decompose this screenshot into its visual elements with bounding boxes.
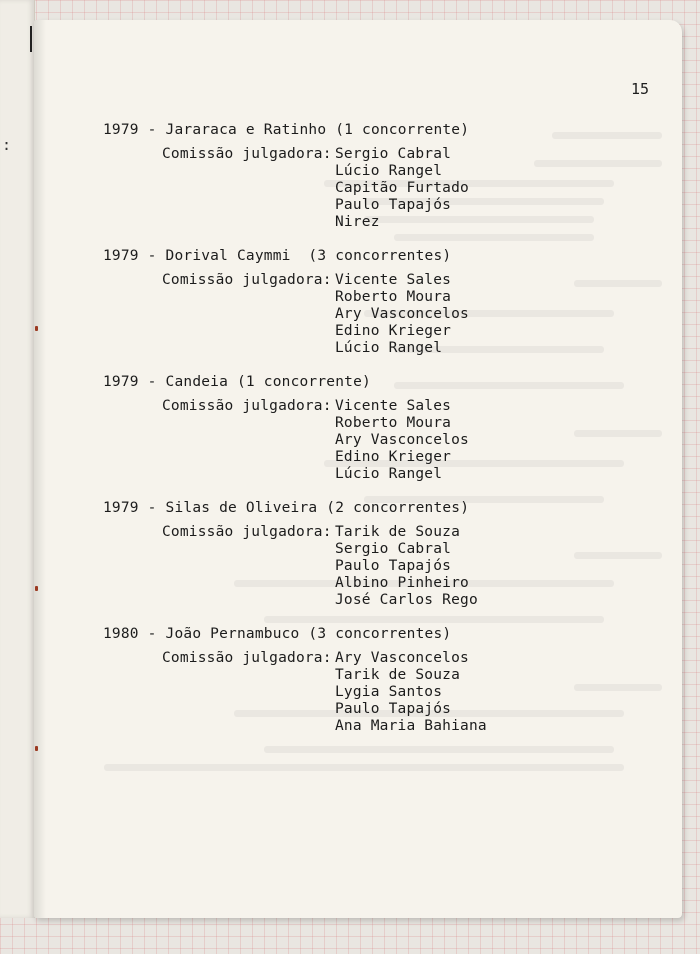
committee-members: [335, 398, 663, 483]
committee-member: Lúcio Rangel: [335, 163, 443, 179]
committee-member: Ary Vasconcelos: [335, 650, 469, 666]
page-spine-shadow: [34, 20, 46, 918]
entry-heading: [103, 122, 663, 139]
margin-speck: [35, 326, 38, 331]
entry-separator: -: [138, 626, 166, 642]
committee-member: Lúcio Rangel: [335, 340, 443, 356]
committee-member: Edino Krieger: [335, 449, 452, 465]
committee: [103, 398, 663, 483]
committee-label: Comissão julgadora:: [162, 398, 332, 414]
committee-member: Sergio Cabral: [335, 146, 452, 162]
committee: [103, 146, 663, 231]
margin-speck: [35, 586, 38, 591]
committee-member: Paulo Tapajós: [335, 197, 452, 213]
entry-competitors: (1 concorrente): [335, 122, 470, 138]
entry-separator: -: [138, 374, 166, 390]
page-number: 15: [631, 80, 650, 98]
entry-jararaca-e-ratinho: [103, 122, 663, 231]
entry-competitors: (3 concorrentes): [299, 248, 452, 264]
committee-member: Nirez: [335, 214, 380, 230]
entry-title: Silas de Oliveira: [165, 500, 318, 516]
entry-dorival-caymmi: [103, 248, 663, 357]
committee-member: Capitão Furtado: [335, 180, 469, 196]
entry-separator: -: [138, 248, 166, 264]
entry-title: Candeia: [165, 374, 229, 390]
committee-member: Paulo Tapajós: [335, 558, 452, 574]
committee-member: José Carlos Rego: [335, 592, 478, 608]
committee-member: Paulo Tapajós: [335, 701, 452, 717]
entry-heading: [103, 500, 663, 517]
entry-title: Dorival Caymmi: [165, 248, 291, 264]
entry-joao-pernambuco: [103, 626, 663, 735]
committee-member: Tarik de Souza: [335, 667, 461, 683]
committee-member: Vicente Sales: [335, 272, 452, 288]
entry-heading: [103, 248, 663, 265]
entry-heading: [103, 626, 663, 643]
entry-separator: -: [138, 122, 166, 138]
entry-year: 1979: [103, 500, 139, 516]
committee-member: Lúcio Rangel: [335, 466, 443, 482]
entry-title: João Pernambuco: [165, 626, 300, 642]
entry-silas-de-oliveira: [103, 500, 663, 609]
entry-candeia: [103, 374, 663, 483]
margin-mark: [30, 26, 32, 52]
left-page-edge: [0, 0, 35, 918]
committee: [103, 650, 663, 735]
committee-member: Ana Maria Bahiana: [335, 718, 487, 734]
committee-member: Vicente Sales: [335, 398, 452, 414]
margin-speck: [35, 746, 38, 751]
committee-member: Tarik de Souza: [335, 524, 461, 540]
committee-label: Comissão julgadora:: [162, 146, 332, 162]
committee-member: Lygia Santos: [335, 684, 443, 700]
committee-member: Roberto Moura: [335, 415, 452, 431]
committee-members: [335, 650, 663, 735]
entry-year: 1979: [103, 374, 139, 390]
committee: [103, 272, 663, 357]
committee-label: Comissão julgadora:: [162, 650, 332, 666]
entry-year: 1979: [103, 248, 139, 264]
committee-members: [335, 272, 663, 357]
entry-separator: -: [138, 500, 166, 516]
entry-competitors: (3 concorrentes): [308, 626, 452, 642]
entry-heading: [103, 374, 663, 391]
committee-member: Sergio Cabral: [335, 541, 452, 557]
entry-year: 1979: [103, 122, 139, 138]
committee-label: Comissão julgadora:: [162, 524, 332, 540]
committee-list: [103, 122, 663, 752]
document-page: [34, 20, 682, 918]
committee-member: Edino Krieger: [335, 323, 452, 339]
left-page-colon: :: [2, 136, 12, 154]
committee-members: [335, 524, 663, 609]
committee: [103, 524, 663, 609]
entry-title: Jararaca e Ratinho: [165, 122, 327, 138]
committee-label: Comissão julgadora:: [162, 272, 332, 288]
entry-competitors: (2 concorrentes): [326, 500, 470, 516]
entry-year: 1980: [103, 626, 139, 642]
committee-members: [335, 146, 663, 231]
committee-member: Ary Vasconcelos: [335, 432, 469, 448]
entry-competitors: (1 concorrente): [236, 374, 371, 390]
committee-member: Ary Vasconcelos: [335, 306, 469, 322]
committee-member: Albino Pinheiro: [335, 575, 469, 591]
committee-member: Roberto Moura: [335, 289, 452, 305]
